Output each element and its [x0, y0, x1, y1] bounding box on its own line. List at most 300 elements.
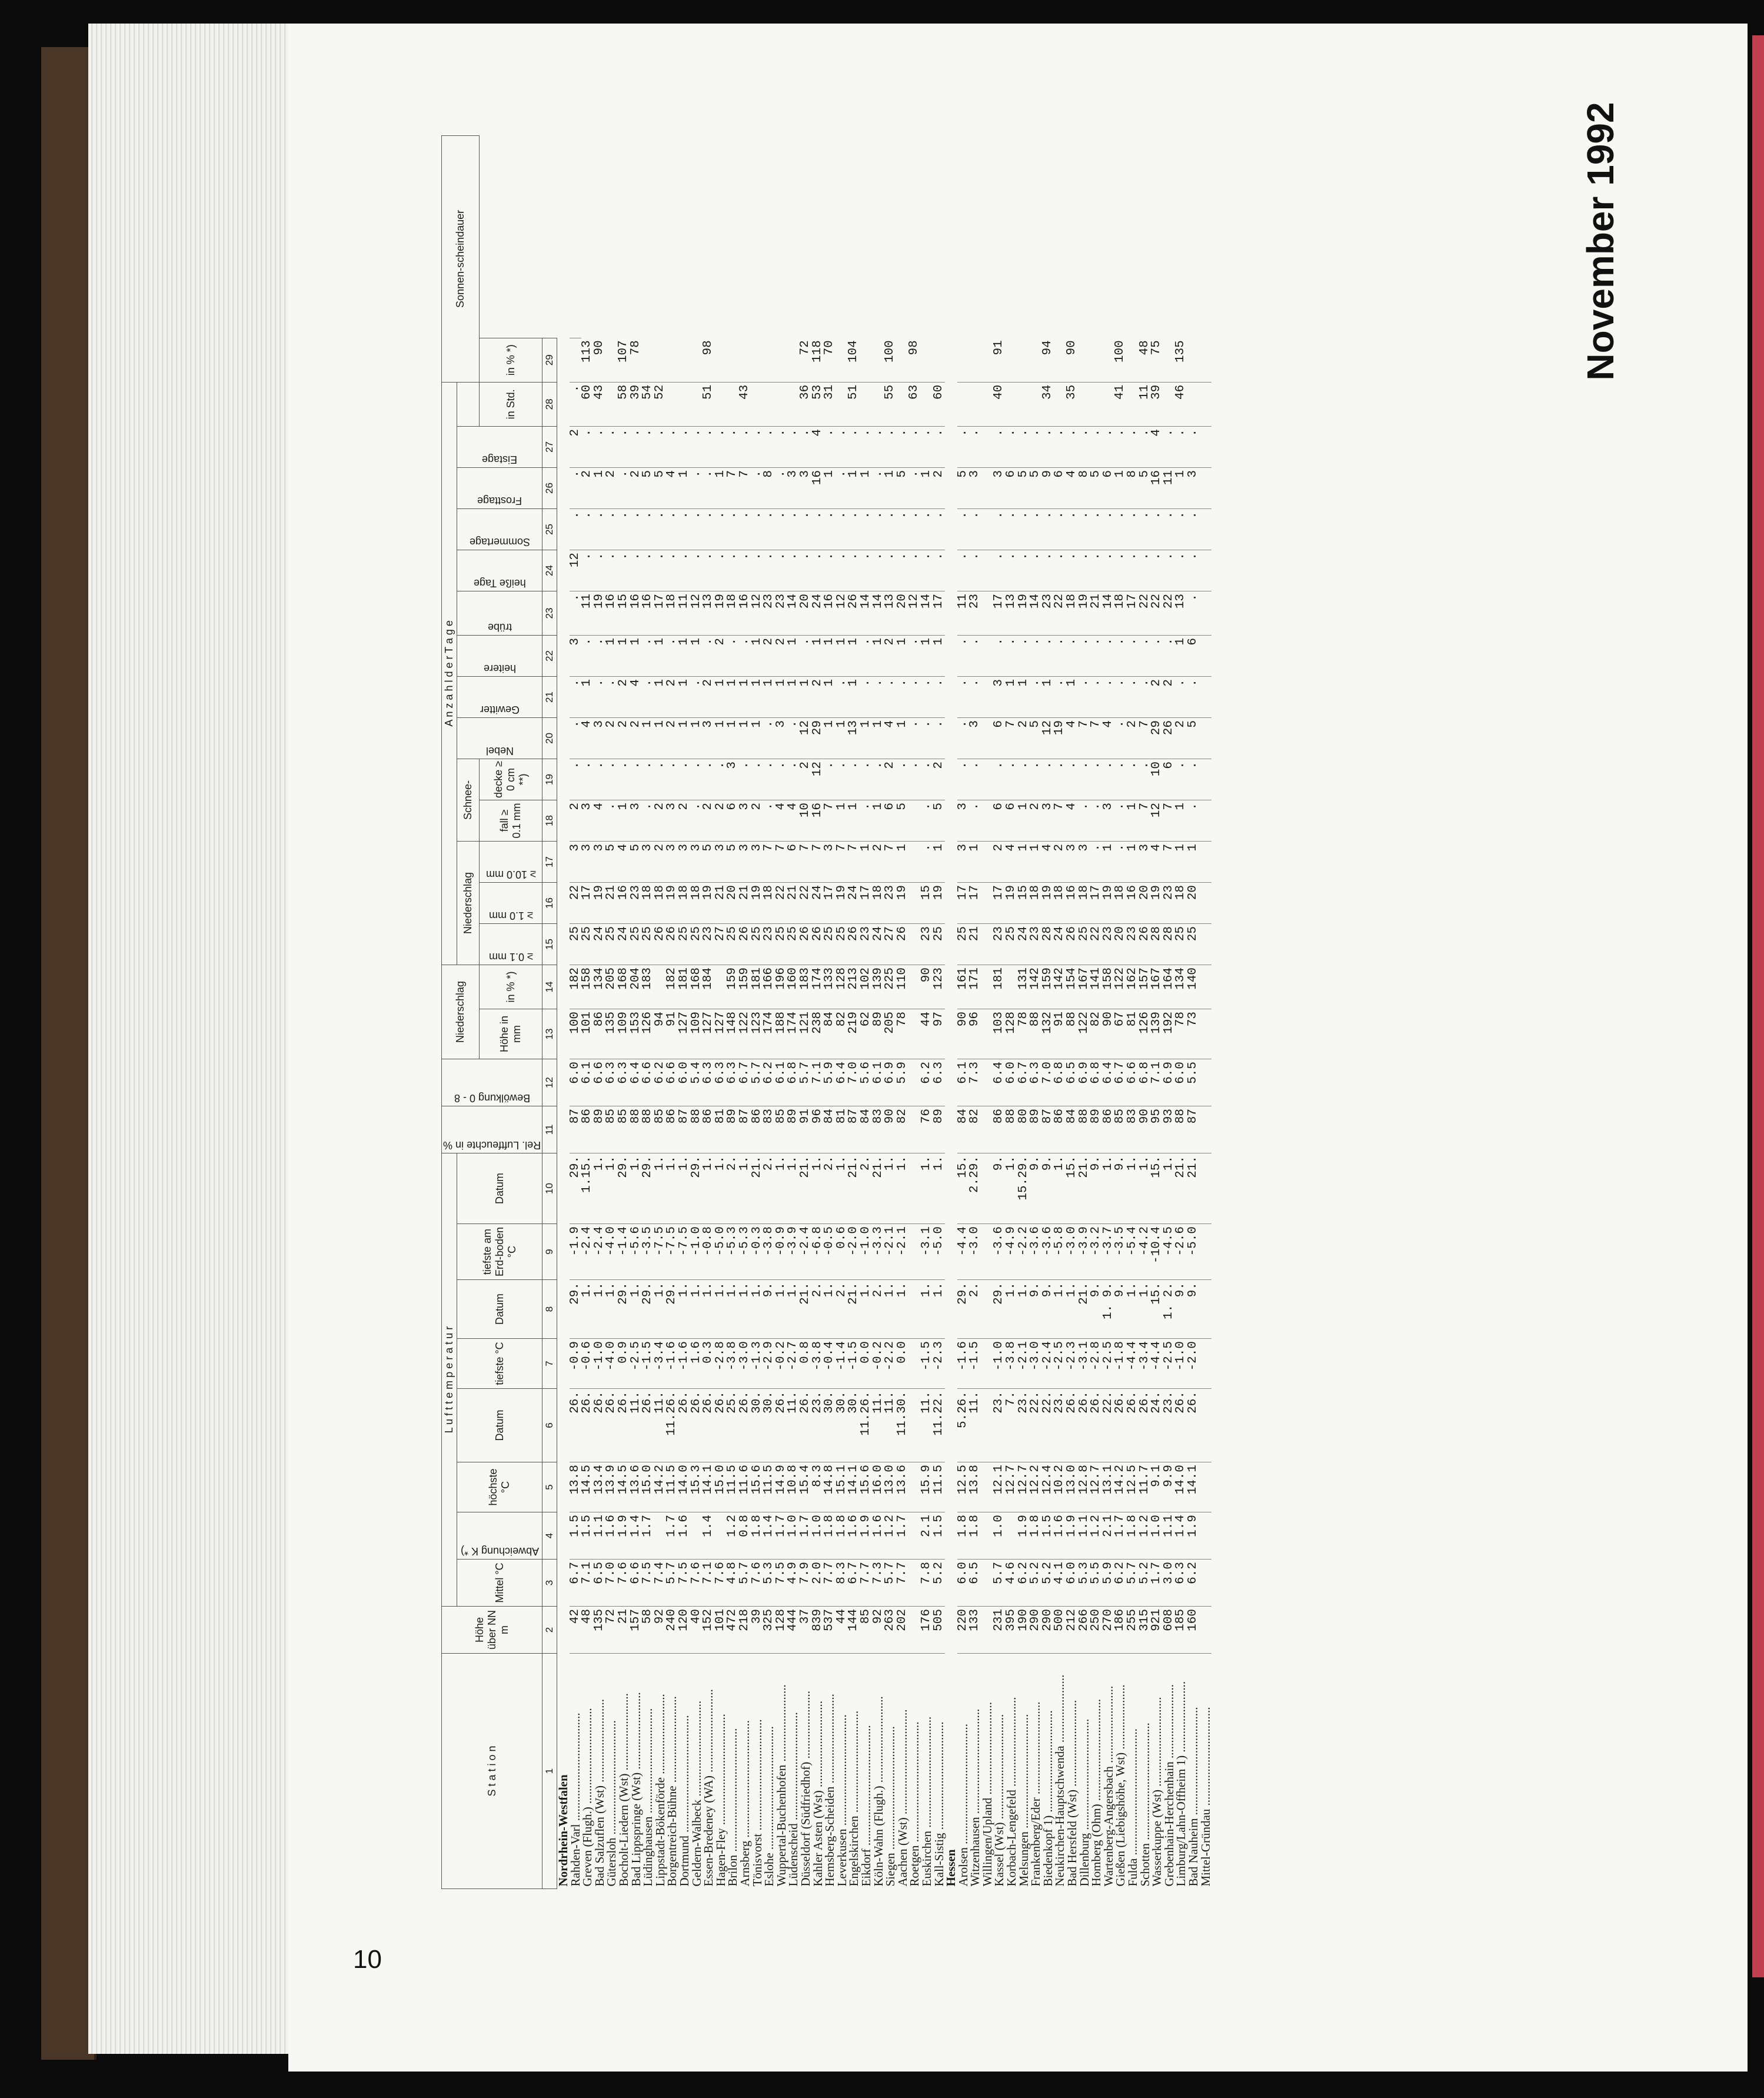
table-cell: 1. [605, 1153, 618, 1223]
table-cell: 16 [1127, 882, 1139, 923]
table-cell: 21. [751, 1153, 764, 1223]
table-cell: 1.1 [1079, 1512, 1091, 1560]
table-cell: 1.2 [727, 1512, 739, 1560]
table-cell: 1.4 [763, 1512, 776, 1560]
table-cell: . [642, 635, 654, 676]
table-cell: 2 [605, 717, 618, 759]
table-cell: 26. [1127, 1389, 1139, 1462]
table-cell: -1.5 [921, 1339, 933, 1389]
column-number: 3 [542, 1560, 557, 1607]
table-row [776, 136, 788, 1889]
table-cell: 11.26. [666, 1389, 678, 1462]
table-cell: 5.6 [860, 1059, 873, 1106]
table-cell [1200, 1009, 1212, 1059]
table-cell: 2 [763, 635, 776, 676]
table-cell: 1.2 [1090, 1512, 1103, 1560]
table-cell: 1 [715, 717, 727, 759]
table-cell: 2. [860, 1153, 873, 1223]
table-cell: . [787, 550, 800, 591]
table-cell: -3.9 [787, 1224, 800, 1280]
table-cell: . [1079, 676, 1091, 717]
table-cell: 133 [969, 1607, 981, 1654]
table-cell [969, 382, 981, 426]
column-number: 8 [542, 1280, 557, 1339]
table-cell: 6 [993, 717, 1006, 759]
table-cell: 14 [1030, 591, 1042, 635]
column-number: 6 [542, 1389, 557, 1462]
table-cell: 1. [836, 1153, 848, 1223]
table-row [703, 136, 715, 1889]
table-cell: . [642, 800, 654, 841]
table-cell: . [1187, 426, 1200, 467]
table-cell: 21. [1187, 1153, 1200, 1223]
table-cell [981, 1512, 994, 1560]
air-temperature-header: L u f t t e m p e r a t u r [442, 1153, 457, 1606]
table-cell: . [957, 717, 970, 759]
table-cell: . [642, 508, 654, 550]
table-cell: 1. [691, 1280, 703, 1339]
table-cell: 89 [933, 1106, 946, 1153]
table-cell: . [873, 508, 885, 550]
table-cell: . [957, 759, 970, 800]
table-cell: 6.4 [630, 1059, 643, 1106]
table-cell: 89 [594, 1106, 606, 1153]
table-cell: 20 [1139, 882, 1151, 923]
table-row [642, 136, 654, 1889]
table-cell: 3 [678, 841, 691, 882]
table-cell: 26. [703, 1389, 715, 1462]
table-cell: . [739, 508, 751, 550]
table-cell: 26 [848, 923, 860, 965]
table-cell: . [800, 508, 812, 550]
table-cell: 1.6 [1054, 1512, 1066, 1560]
table-cell: 13.4 [594, 1462, 606, 1512]
table-cell: -4.4 [1151, 1339, 1163, 1389]
table-cell [981, 591, 994, 635]
table-cell: . [618, 508, 630, 550]
table-cell: 26. [715, 1389, 727, 1462]
table-cell: 2 [873, 841, 885, 882]
table-cell: . [630, 759, 643, 800]
table-cell: 21 [1090, 591, 1103, 635]
table-cell: 2 [812, 676, 824, 717]
table-cell: . [776, 508, 788, 550]
table-cell: 26 [1139, 923, 1151, 965]
table-cell: 3 [993, 467, 1006, 508]
table-cell [727, 338, 739, 382]
table-cell: 141 [1090, 965, 1103, 1009]
snow-header: Schnee- [457, 759, 480, 841]
table-cell [981, 923, 994, 965]
table-row [884, 136, 897, 1889]
table-cell: 90 [1066, 338, 1079, 382]
table-cell: 122 [1079, 1009, 1091, 1059]
table-cell: 1 [642, 717, 654, 759]
table-cell: 25 [727, 923, 739, 965]
table-cell: 9. [1030, 1280, 1042, 1339]
table-cell: 19 [1079, 591, 1091, 635]
table-cell [678, 338, 691, 382]
humidity-header: Rel. Luftfeuchte in % [442, 1106, 542, 1153]
table-cell: . [1006, 635, 1018, 676]
table-cell: 4.1 [1054, 1560, 1066, 1607]
table-cell: 1 [654, 635, 667, 676]
station-name: Lüdenscheid ................................... [786, 1712, 801, 1887]
table-cell: 26 [1163, 717, 1176, 759]
table-cell: 40 [993, 382, 1006, 426]
table-cell: . [570, 717, 582, 759]
station-name: Homberg (Ohm) ................................. [1089, 1698, 1104, 1887]
table-cell: 85 [776, 1106, 788, 1153]
table-cell: -3.0 [1066, 1224, 1079, 1280]
table-cell: . [873, 550, 885, 591]
table-cell: . [666, 426, 678, 467]
table-cell: . [969, 550, 981, 591]
table-cell: 183 [800, 965, 812, 1009]
table-cell: 1 [836, 800, 848, 841]
table-cell: 11.30. [897, 1389, 909, 1462]
table-cell: 3 [739, 800, 751, 841]
header-row-1 [442, 136, 457, 1889]
table-row [1103, 136, 1115, 1889]
table-cell: 19 [715, 591, 727, 635]
table-cell: 15.0 [642, 1462, 654, 1512]
table-cell: 118 [812, 338, 824, 382]
table-cell: 1.8 [824, 1512, 836, 1560]
table-cell: 15. [957, 1153, 970, 1223]
table-cell: . [1066, 508, 1079, 550]
table-cell: 2.1 [921, 1512, 933, 1560]
station-name: Hemsberg-Scheiden ............................. [823, 1694, 837, 1887]
table-row [1066, 136, 1079, 1889]
table-cell: 1.8 [836, 1512, 848, 1560]
table-cell: . [751, 467, 764, 508]
table-cell: 28 [1163, 923, 1176, 965]
table-cell: 12 [836, 591, 848, 635]
table-cell: . [969, 635, 981, 676]
table-cell: 31 [824, 382, 836, 426]
table-cell: -10.4 [1151, 1224, 1163, 1280]
table-cell: 174 [787, 1009, 800, 1059]
table-cell: 101 [715, 1607, 727, 1654]
table-cell: 120 [678, 1607, 691, 1654]
table-cell: 12 [1151, 800, 1163, 841]
table-cell: . [933, 717, 946, 759]
table-cell: 1.6 [678, 1512, 691, 1560]
table-cell: 90 [921, 965, 933, 1009]
table-cell: 7 [739, 467, 751, 508]
table-cell: 154 [1066, 965, 1079, 1009]
table-cell: 4 [812, 426, 824, 467]
station-name: Dortmund ...................................... [677, 1715, 692, 1887]
table-cell: . [1114, 717, 1127, 759]
table-cell: . [727, 550, 739, 591]
table-cell: 24. [1151, 1389, 1163, 1462]
table-cell: . [921, 800, 933, 841]
table-cell: 19 [666, 882, 678, 923]
table-cell: 67 [1114, 1009, 1127, 1059]
column-number: 27 [542, 426, 557, 467]
table-cell: 26 [897, 923, 909, 965]
table-cell: 5.3 [1079, 1560, 1091, 1607]
table-cell: . [993, 508, 1006, 550]
table-cell: 113 [581, 338, 594, 382]
table-cell: . [605, 426, 618, 467]
table-cell: . [1030, 426, 1042, 467]
table-cell: 1. [933, 1153, 946, 1223]
table-cell: 1. [1127, 1153, 1139, 1223]
table-cell: 7.9 [800, 1560, 812, 1607]
table-cell: . [666, 550, 678, 591]
table-cell: 1 [836, 635, 848, 676]
table-cell: 19 [1042, 882, 1054, 923]
table-cell: -2.8 [715, 1339, 727, 1389]
table-cell: 12 [751, 591, 764, 635]
table-cell: . [618, 550, 630, 591]
table-cell: 76 [921, 1106, 933, 1153]
table-cell: -1.5 [848, 1339, 860, 1389]
table-cell: 1 [727, 676, 739, 717]
table-cell: 3 [776, 717, 788, 759]
table-cell: 13.6 [897, 1462, 909, 1512]
table-cell: 1. [824, 1280, 836, 1339]
table-cell: 39 [630, 382, 643, 426]
table-cell: 6.2 [1018, 1560, 1030, 1607]
table-cell [1200, 1560, 1212, 1607]
table-cell: 142 [1030, 965, 1042, 1009]
table-cell: . [763, 508, 776, 550]
table-cell: 84 [1066, 1106, 1079, 1153]
table-cell: 29. [691, 1153, 703, 1223]
table-cell: . [921, 841, 933, 882]
table-cell: 21. [800, 1280, 812, 1339]
table-cell: 1. [1139, 1153, 1151, 1223]
table-cell: . [993, 426, 1006, 467]
table-cell [1030, 338, 1042, 382]
table-cell: -2.4 [581, 1224, 594, 1280]
table-cell: 88 [1079, 1106, 1091, 1153]
table-cell: . [1103, 635, 1115, 676]
table-cell: . [860, 426, 873, 467]
table-cell: -2.5 [1103, 1339, 1115, 1389]
table-cell: 1. 9. [1103, 1280, 1115, 1339]
table-cell: . [1139, 426, 1151, 467]
table-cell: 6 [727, 800, 739, 841]
table-cell: 6 [1054, 467, 1066, 508]
table-cell: 159 [727, 965, 739, 1009]
station-name: Gießen (Liebigshöhe, Wst) ..................... [1113, 1684, 1128, 1887]
table-cell [1018, 338, 1030, 382]
column-number: 2 [542, 1607, 557, 1654]
table-cell: 1. [897, 1153, 909, 1223]
table-cell: . [860, 759, 873, 800]
table-cell: . [630, 508, 643, 550]
table-cell: -2.5 [1163, 1339, 1176, 1389]
precip-percent-header: in % *) [480, 965, 542, 1009]
table-cell: 83 [1127, 1106, 1139, 1153]
table-row [1175, 136, 1187, 1889]
table-cell: 212 [1066, 1607, 1079, 1654]
table-cell: 3 [751, 841, 764, 882]
table-cell: 16 [824, 591, 836, 635]
table-cell: 24 [618, 923, 630, 965]
table-cell [1200, 1106, 1212, 1153]
table-cell: 84 [824, 1106, 836, 1153]
table-cell: 16 [812, 467, 824, 508]
table-row [1054, 136, 1066, 1889]
table-cell: 24 [1018, 923, 1030, 965]
table-cell: . [824, 508, 836, 550]
table-cell: 19 [594, 882, 606, 923]
table-cell: 110 [897, 965, 909, 1009]
table-cell: . [1187, 800, 1200, 841]
table-cell: 14.2 [1114, 1462, 1127, 1512]
table-cell: 6.7 [1018, 1059, 1030, 1106]
table-cell: . [1163, 550, 1176, 591]
table-cell: . [787, 759, 800, 800]
table-cell: 5 [630, 841, 643, 882]
table-cell: 231 [993, 1607, 1006, 1654]
table-cell [605, 338, 618, 382]
table-cell: -2.1 [1018, 1339, 1030, 1389]
station-name: Eslohe ........................................ [762, 1726, 777, 1887]
table-row [860, 136, 873, 1889]
table-cell [1163, 382, 1176, 426]
column-number: 21 [542, 676, 557, 717]
mean-temp-header: Mittel °C [457, 1560, 542, 1607]
station-name: Geldern-Walbeck ............................... [689, 1700, 704, 1887]
table-cell: 2 [618, 676, 630, 717]
table-cell: 91 [993, 338, 1006, 382]
table-cell: 4.8 [727, 1560, 739, 1607]
table-cell: . [1175, 508, 1187, 550]
table-cell: 7 [800, 841, 812, 882]
table-cell: 2. [727, 1153, 739, 1223]
table-cell: 1.0 [787, 1512, 800, 1560]
table-cell: 1.8 [1127, 1512, 1139, 1560]
table-cell: 1. [703, 1153, 715, 1223]
table-cell: 3 [1139, 841, 1151, 882]
table-cell: 21. [800, 1153, 812, 1223]
station-name: Bad Hersfeld (Wst) ............................ [1065, 1700, 1080, 1887]
table-cell: 395 [1006, 1607, 1018, 1654]
table-cell [969, 338, 981, 382]
table-cell [908, 1224, 921, 1280]
table-cell: 55 [884, 382, 897, 426]
table-cell: 1. 2. [1163, 1280, 1176, 1339]
table-cell: . [1042, 426, 1054, 467]
table-cell: -3.2 [1090, 1224, 1103, 1280]
table-cell: 122 [1114, 965, 1127, 1009]
precipitation-header: Niederschlag [442, 965, 480, 1059]
column-number: 26 [542, 467, 557, 508]
table-cell [1127, 382, 1139, 426]
table-cell: 1.1 [1163, 1512, 1176, 1560]
table-cell: 43 [594, 382, 606, 426]
table-cell: 29. [618, 1153, 630, 1223]
table-cell: 1 [691, 717, 703, 759]
table-cell: 2. [824, 1153, 836, 1223]
table-cell: 1 [897, 717, 909, 759]
table-cell: 17 [1127, 591, 1139, 635]
table-cell: -4.2 [1139, 1224, 1151, 1280]
table-cell: 9. [1090, 1153, 1103, 1223]
table-cell: 6.8 [787, 1059, 800, 1106]
table-cell [1006, 338, 1018, 382]
table-cell: 7.1 [812, 1059, 824, 1106]
table-cell: -3.8 [727, 1339, 739, 1389]
table-cell: 27 [715, 923, 727, 965]
table-cell: 6.7 [1114, 1059, 1127, 1106]
table-cell: 81 [836, 1106, 848, 1153]
table-cell: 19 [1006, 882, 1018, 923]
table-cell: 1 [739, 717, 751, 759]
table-cell: . [776, 759, 788, 800]
table-cell: . [581, 635, 594, 676]
table-cell [1200, 717, 1212, 759]
table-cell: 102 [860, 965, 873, 1009]
table-cell: 6.5 [969, 1560, 981, 1607]
table-cell: 3 [581, 800, 594, 841]
station-name: Frankenberg/Eder .............................. [1029, 1701, 1043, 1887]
table-cell: 7.6 [715, 1560, 727, 1607]
table-cell [654, 1512, 667, 1560]
table-cell: . [933, 676, 946, 717]
table-cell: . [763, 717, 776, 759]
table-cell: 87 [1187, 1106, 1200, 1153]
table-cell [981, 1607, 994, 1654]
table-cell: . [666, 759, 678, 800]
table-cell: . [1103, 676, 1115, 717]
table-cell: 75 [1151, 338, 1163, 382]
table-cell: 60 [581, 382, 594, 426]
table-cell: 82 [969, 1106, 981, 1153]
table-cell [1127, 338, 1139, 382]
table-cell [1163, 338, 1176, 382]
table-cell: 26. [1090, 1389, 1103, 1462]
table-cell: . [873, 676, 885, 717]
table-cell: 40 [691, 1607, 703, 1654]
table-cell: 132 [1042, 1009, 1054, 1059]
table-cell: 1. [654, 1280, 667, 1339]
table-cell [1200, 635, 1212, 676]
table-cell: 14.1 [1187, 1462, 1200, 1512]
table-cell: 18 [763, 882, 776, 923]
table-cell: . [921, 717, 933, 759]
table-cell: 101 [581, 1009, 594, 1059]
table-cell: 18 [642, 882, 654, 923]
table-cell: 6.4 [993, 1059, 1006, 1106]
table-cell: 5.2 [1139, 1560, 1151, 1607]
table-cell: . [1054, 550, 1066, 591]
table-cell [678, 382, 691, 426]
table-cell: 3 [666, 800, 678, 841]
table-cell: . [921, 426, 933, 467]
table-cell: -5.3 [727, 1224, 739, 1280]
table-cell: 5.26. [957, 1389, 970, 1462]
table-cell [727, 382, 739, 426]
table-cell: 135 [1175, 338, 1187, 382]
table-cell: . [642, 426, 654, 467]
table-cell: 96 [812, 1106, 824, 1153]
table-cell: 11.5 [763, 1462, 776, 1512]
page-edges [88, 24, 288, 2054]
table-cell: 29. [993, 1280, 1006, 1339]
table-cell: 19 [1054, 717, 1066, 759]
table-cell: 127 [715, 1009, 727, 1059]
table-cell: 7 [836, 841, 848, 882]
table-cell: 1 [848, 676, 860, 717]
